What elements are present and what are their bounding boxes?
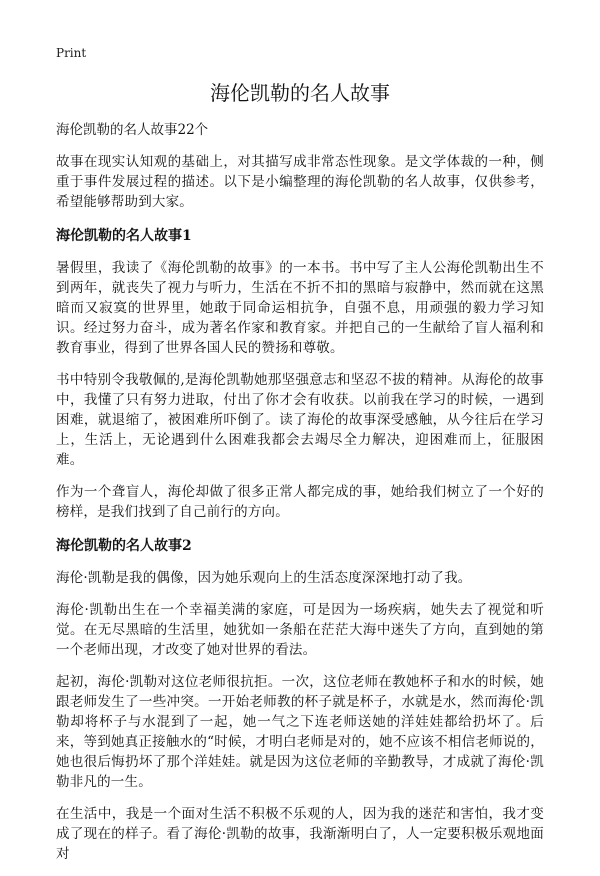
section-2-paragraph-4: 在生活中，我是一个面对生活不积极不乐观的人，因为我的迷茫和害怕，我才变成了现在的样子。看了海伦·凯勒的故事，我渐渐明白了，人一定要积极乐观地面对 <box>56 806 544 862</box>
article-subtitle: 海伦凯勒的名人故事22个 <box>56 122 209 138</box>
print-link[interactable]: Print <box>56 46 87 60</box>
section-1-paragraph-2: 书中特别令我敬佩的,是海伦凯勒她那坚强意志和坚忍不拔的精神。从海伦的故事中，我懂了只有努力进取，付出了你才会有收获。以前我在学习的时候，一遇到困难，就退缩了，被困难所吓倒了。读了海伦的故事深受感触，从今往后在学习上，生活上，无论遇到什么困难我都会去竭尽全力解决，迎困难而上，征服困难。 <box>56 372 544 468</box>
section-2-paragraph-1: 海伦·凯勒是我的偶像，因为她乐观向上的生活态度深深地打动了我。 <box>56 570 472 586</box>
section-1-paragraph-3: 作为一个聋盲人，海伦却做了很多正常人都完成的事，她给我们树立了一个好的榜样，是我们找到了自己前行的方向。 <box>56 484 544 520</box>
page-title: 海伦凯勒的名人故事 <box>210 81 390 105</box>
section-2-paragraph-2: 海伦·凯勒出生在一个幸福美满的家庭，可是因为一场疾病，她失去了视觉和听觉。在无尽黑暗的生活里，她犹如一条船在茫茫大海中迷失了方向，直到她的第一个老师出现，才改变了她对世界的看法。 <box>56 602 544 658</box>
article-body <box>56 120 544 876</box>
intro-paragraph: 故事在现实认知观的基础上，对其描写成非常态性现象。是文学体裁的一种，侧重于事件发展过程的描述。以下是小编整理的海伦凯勒的名人故事，仅供参考，希望能够帮助到大家。 <box>56 154 544 210</box>
section-heading-2: 海伦凯勒的名人故事2 <box>56 538 192 554</box>
section-1-paragraph-1: 暑假里，我读了《海伦凯勒的故事》的一本书。书中写了主人公海伦凯勒出生不到两年，就丧失了视力与听力，生活在不折不扣的黑暗与寂静中，然而就在这黑暗而又寂寞的世界里，她敢于同命运相抗争，自强不息，用顽强的毅力学习知识。经过努力奋斗，成为著名作家和教育家。并把自己的一生献给了盲人福利和教育事业，得到了世界各国人民的赞扬和尊敬。 <box>56 260 544 356</box>
section-heading-1: 海伦凯勒的名人故事1 <box>56 228 192 244</box>
section-2-paragraph-3: 起初，海伦·凯勒对这位老师很抗拒。一次，这位老师在教她杯子和水的时候，她跟老师发生了一些冲突。一开始老师教的杯子就是杯子，水就是水，然而海伦·凯勒却将杯子与水混到了一起，她一气之下连老师送她的洋娃娃都给扔坏了。后来，等到她真正接触水的“时候，才明白老师是对的，她不应该不相信老师说的，她也很后悔扔坏了那个洋娃娃。就是因为这位老师的辛勤教导，才成就了海伦·凯勒非凡的一生。 <box>56 674 544 790</box>
